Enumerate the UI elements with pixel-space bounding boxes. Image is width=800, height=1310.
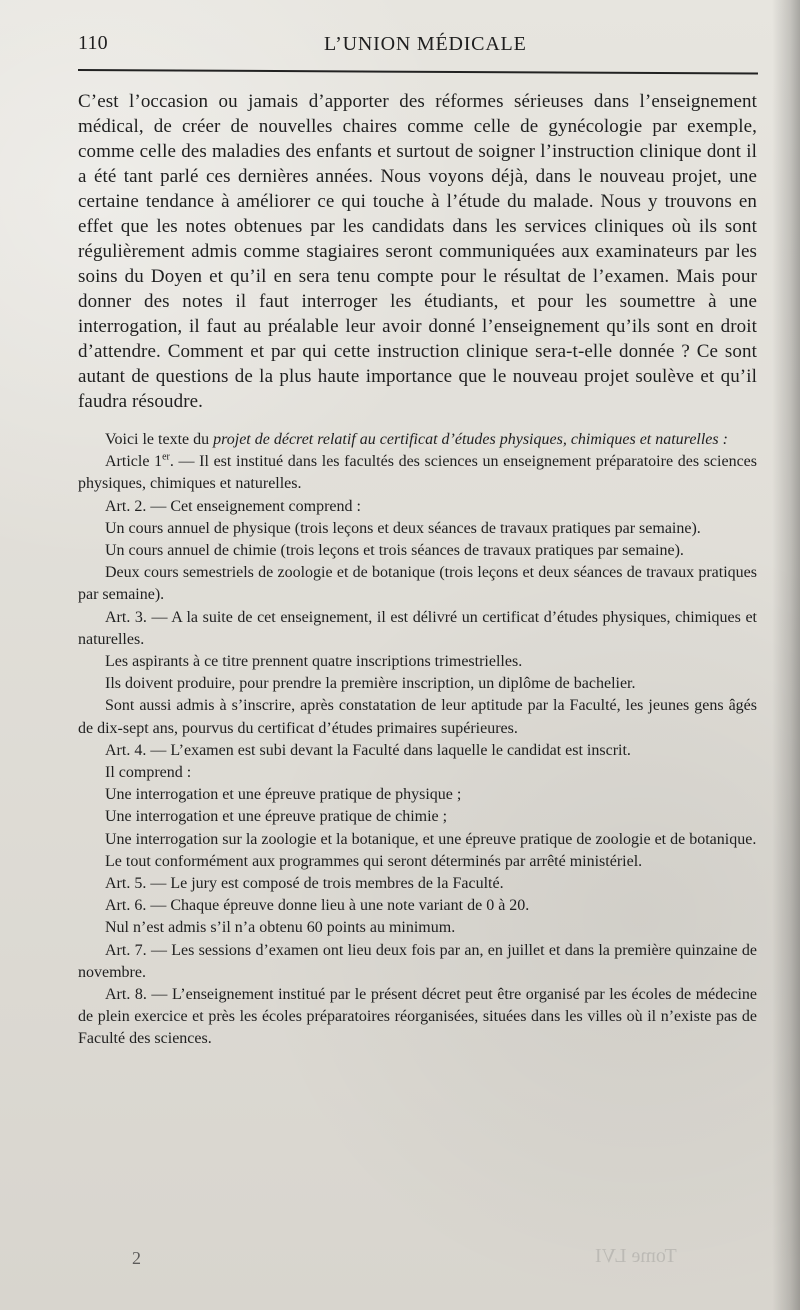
- article-1-prefix: Article 1: [105, 453, 163, 471]
- zoology-botany-course: Deux cours semestriels de zoologie et de botanique (trois leçons et deux séances de travaux pratiques par semaine).: [78, 564, 757, 604]
- article-1-text: . — Il est institué dans les facultés des sciences un enseignement préparatoire des sciences physiques, chimiques et naturelles.: [78, 453, 757, 493]
- running-head: L’UNION MÉDICALE: [324, 33, 527, 55]
- page-number: 110: [78, 32, 108, 54]
- article-5: Art. 5. — Le jury est composé de trois membres de la Faculté.: [105, 875, 504, 893]
- decree-text: [78, 429, 757, 1051]
- article-3: Art. 3. — A la suite de cet enseignement, il est délivré un certificat d’études physiques, chimiques et naturelles.: [78, 608, 757, 648]
- page-edge-shadow: [772, 0, 800, 1310]
- physics-course: Un cours annuel de physique (trois leçons et deux séances de travaux pratiques par semaine).: [105, 519, 701, 537]
- article-8: Art. 8. — L’enseignement institué par le présent décret peut être organisé par les écoles de médecine de plein exercice et près les écoles préparatoires réorganisées, situées dans les villes où il n’existe pas de Faculté des sciences.: [78, 986, 757, 1048]
- article-content: [78, 89, 757, 1051]
- article-7: Art. 7. — Les sessions d’examen ont lieu deux fois par an, en juillet et dans la première quinzaine de novembre.: [78, 941, 757, 981]
- show-through-text: Tome LVI: [595, 1245, 677, 1267]
- physics-exam: Une interrogation et une épreuve pratique de physique ;: [105, 786, 462, 804]
- article-4: Art. 4. — L’examen est subi devant la Faculté dans laquelle le candidat est inscrit.: [105, 741, 631, 759]
- decree-title: projet de décret relatif au certificat d’études physiques, chimiques et naturelles :: [213, 431, 728, 448]
- decree-introduction: [78, 429, 757, 451]
- minimum-points-paragraph: Nul n’est admis s’il n’a obtenu 60 points au minimum.: [105, 919, 456, 937]
- admission-age-paragraph: Sont aussi admis à s’inscrire, après constatation de leur aptitude par la Faculté, les jeunes gens âgés de dix-sept ans, pourvus du certificat d’études primaires supérieures.: [78, 697, 757, 737]
- decree-intro-prefix: Voici le texte du: [105, 431, 214, 448]
- bachelor-requirement: Ils doivent produire, pour prendre la première inscription, un diplôme de bachelier.: [105, 675, 636, 693]
- programmes-paragraph: Le tout conformément aux programmes qui seront déterminés par arrêté ministériel.: [105, 852, 643, 870]
- footer-mark: 2: [132, 1248, 141, 1268]
- exam-includes: Il comprend :: [105, 764, 192, 782]
- article-1-superscript: er: [162, 451, 170, 463]
- article-2: Art. 2. — Cet enseignement comprend :: [105, 497, 361, 515]
- article-6: Art. 6. — Chaque épreuve donne lieu à une note variant de 0 à 20.: [105, 897, 530, 915]
- chemistry-exam: Une interrogation et une épreuve pratique de chimie ;: [105, 808, 448, 826]
- inscriptions-paragraph: Les aspirants à ce titre prennent quatre inscriptions trimestrielles.: [105, 653, 523, 671]
- page-header: [78, 30, 758, 76]
- chemistry-course: Un cours annuel de chimie (trois leçons et trois séances de travaux pratiques par semaine).: [105, 542, 684, 560]
- header-rule: [78, 69, 758, 75]
- article-1: [78, 451, 757, 495]
- zoology-botany-exam: Une interrogation sur la zoologie et la botanique, et une épreuve pratique de zoologie et de botanique.: [105, 830, 757, 848]
- lead-paragraph-section: [78, 89, 757, 414]
- lead-paragraph: C’est l’occasion ou jamais d’apporter des réformes sérieuses dans l’enseignement médical, de créer de nouvelles chaires comme celle de gynécologie par exemple, comme celle des maladies des enfants et surtout de soigner l’instruction clinique dont il a été tant parlé ces dernières années. Nous voyons déjà, dans le nouveau projet, une certaine tendance à améliorer ce qui touche à l’étude du malade. Nous y trouvons en effet que les notes obtenues par les candidats dans les services cliniques où ils sont régulièrement admis comme stagiaires seront communiquées aux examinateurs par les soins du Doyen et qu’il en sera tenu compte pour le résultat de l’examen. Mais pour donner des notes il faut interroger les étudiants, et pour les soumettre à une interrogation, il faut au préalable leur avoir donné l’enseignement qu’ils sont en droit d’attendre. Comment et par qui cette instruction clinique sera-t-elle donnée ? Ce sont autant de questions de la plus haute importance que le nouveau projet soulève et qu’il faudra résoudre.: [78, 91, 757, 412]
